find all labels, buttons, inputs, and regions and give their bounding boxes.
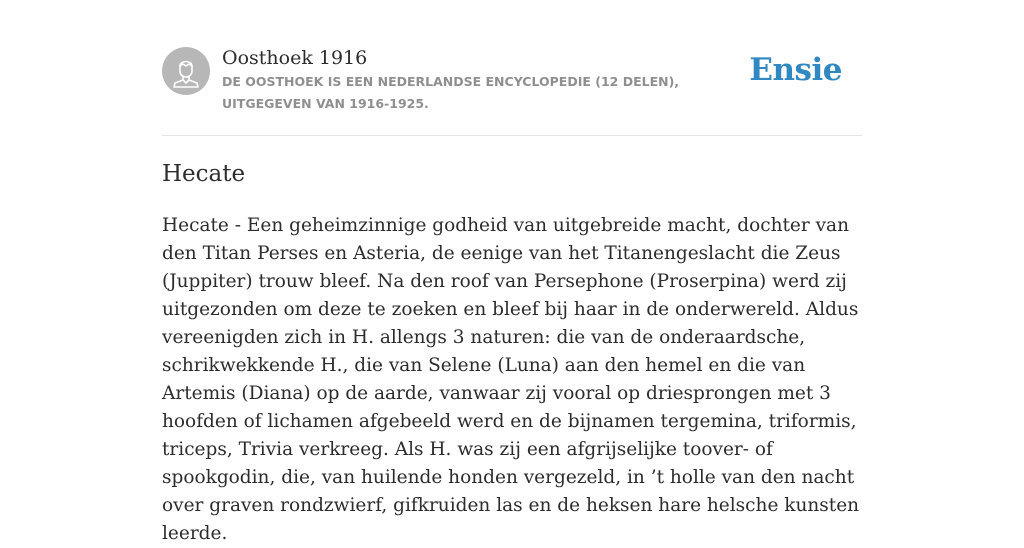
source-title[interactable]: Oosthoek 1916 — [222, 47, 368, 69]
user-silhouette-icon — [162, 47, 210, 95]
source-avatar[interactable] — [162, 47, 210, 95]
ensie-logo[interactable]: Ensie — [749, 52, 842, 88]
source-description: DE OOSTHOEK IS EEN NEDERLANDSE ENCYCLOPEDIE (12 DELEN), UITGEGEVEN VAN 1916-1925. — [222, 74, 680, 111]
source-header — [162, 44, 862, 136]
entry-text: Hecate - Een geheimzinnige godheid van uitgebreide macht, dochter van den Titan Perses en Asteria, de eenige van het Titanengeslacht die Zeus (Juppiter) trouw bleef. Na den roof van Persephone (Proserpina) werd zij uitgezonden om deze te zoeken en bleef bij haar in de onderwereld. Aldus vereenigden zich in H. allengs 3 naturen: die van de onderaardsche, schrikwekkende H., die van Selene (Luna) aan den hemel en die van Artemis (Diana) op de aarde, vanwaar zij vooral op driesprongen met 3 hoofden of lichamen afgebeeld werd en de bijnamen tergemina, triformis, triceps, Trivia verkreeg. Als H. was zij een afgrijselijke toover- of spookgodin, die, van huilende honden vergezeld, in ’t holle van den nacht over graven rondzwierf, gifkruiden las en de heksen hare helsche kunsten leerde. — [162, 215, 860, 544]
entry-title: Hecate — [162, 161, 246, 187]
